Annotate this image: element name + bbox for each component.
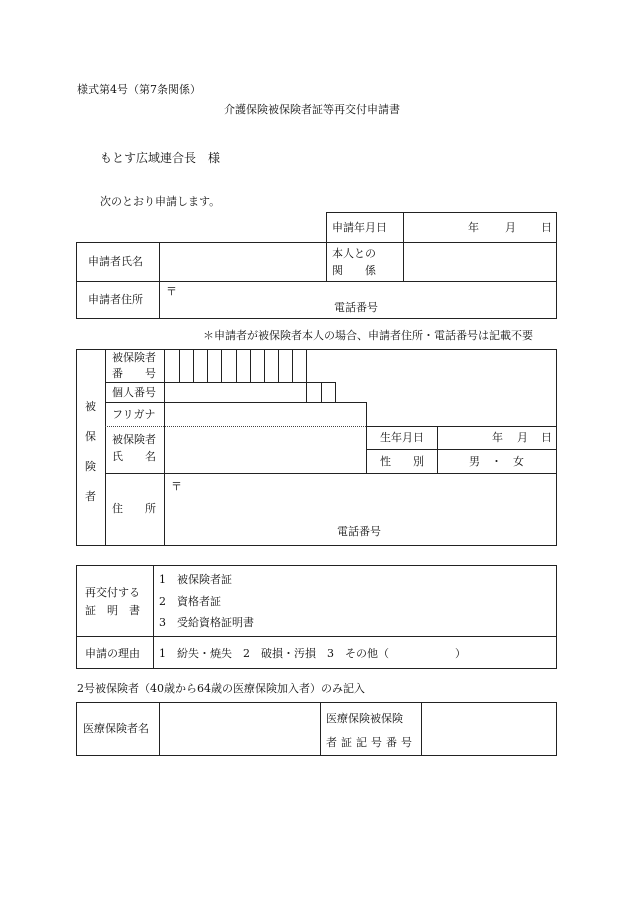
reissue-label-1: 再交付する [85,586,140,599]
reissue-option-2[interactable]: 2 資格者証 [159,595,221,608]
sex-label: 性 別 [380,455,424,468]
medical-number-field[interactable] [427,708,551,750]
reissue-option-3[interactable]: 3 受給資格証明書 [159,616,254,629]
insured-number-field[interactable] [166,351,305,381]
birth-date-label: 生年月日 [380,431,424,444]
birth-month-unit: 月 [517,431,528,444]
insured-postal-mark: 〒 [171,480,182,493]
sex-options[interactable]: 男 ・ 女 [469,455,524,468]
insured-side-char-1: 被 [85,400,96,413]
insured-name-field[interactable] [166,428,364,472]
insurer-name-field[interactable] [165,708,315,750]
applicant-name-label: 申請者氏名 [88,255,143,268]
insured-side-char-3: 険 [85,460,96,473]
medical-number-label-1: 医療保険被保険 [326,712,403,725]
furigana-field[interactable] [166,404,364,425]
applicant-postal-mark: 〒 [166,285,177,298]
birth-date-field[interactable] [439,428,489,448]
reason-label: 申請の理由 [85,647,140,660]
personal-number-field[interactable] [166,384,334,401]
applicant-address-label: 申請者住所 [88,293,143,306]
applicant-phone-label: 電話番号 [334,301,378,314]
insured-address-label: 住 所 [112,502,156,515]
applicant-address-field[interactable] [180,286,550,300]
intro-text: 次のとおり申請します。 [100,195,221,208]
reissue-label-2: 証 明 書 [85,604,140,617]
application-date-label: 申請年月日 [332,221,387,234]
addressee: もとす広域連合長 様 [100,151,221,165]
date-year-unit: 年 [468,221,479,234]
birth-year-unit: 年 [492,431,503,444]
insured-side-char-4: 者 [85,490,96,503]
date-day-unit: 日 [541,221,552,234]
medical-number-label-2: 者証記号番号 [326,736,416,749]
secondary-note: 2号被保険者（40歳から64歳の医療保険加入者）のみ記入 [77,682,365,695]
insured-address-field[interactable] [185,478,550,518]
insurer-name-label: 医療保険者名 [83,722,149,735]
insured-name-label-1: 被保険者 [112,433,156,446]
insured-number-label-2: 番 号 [112,367,156,380]
personal-number-label: 個人番号 [112,386,156,399]
insured-phone-label: 電話番号 [337,525,381,538]
relation-label-line2: 関 係 [332,264,376,277]
form-number: 様式第4号（第7条関係） [77,83,201,96]
date-month-unit: 月 [505,221,516,234]
furigana-label: フリガナ [112,408,156,421]
insured-number-label-1: 被保険者 [112,351,156,364]
form-title: 介護保険被保険者証等再交付申請書 [224,103,400,116]
relation-field[interactable] [409,250,551,274]
reissue-option-1[interactable]: 1 被保険者証 [159,573,232,586]
birth-day-unit: 日 [541,431,552,444]
insured-side-char-2: 保 [85,430,96,443]
relation-label-line1: 本人との [332,247,376,260]
insured-name-label-2: 氏 名 [112,450,156,463]
applicant-note: ＊申請者が被保険者本人の場合、申請者住所・電話番号は記載不要 [203,329,533,342]
applicant-name-field[interactable] [165,250,320,274]
reason-options[interactable]: 1 紛失・焼失 2 破損・汚損 3 その他（ ） [159,647,466,660]
